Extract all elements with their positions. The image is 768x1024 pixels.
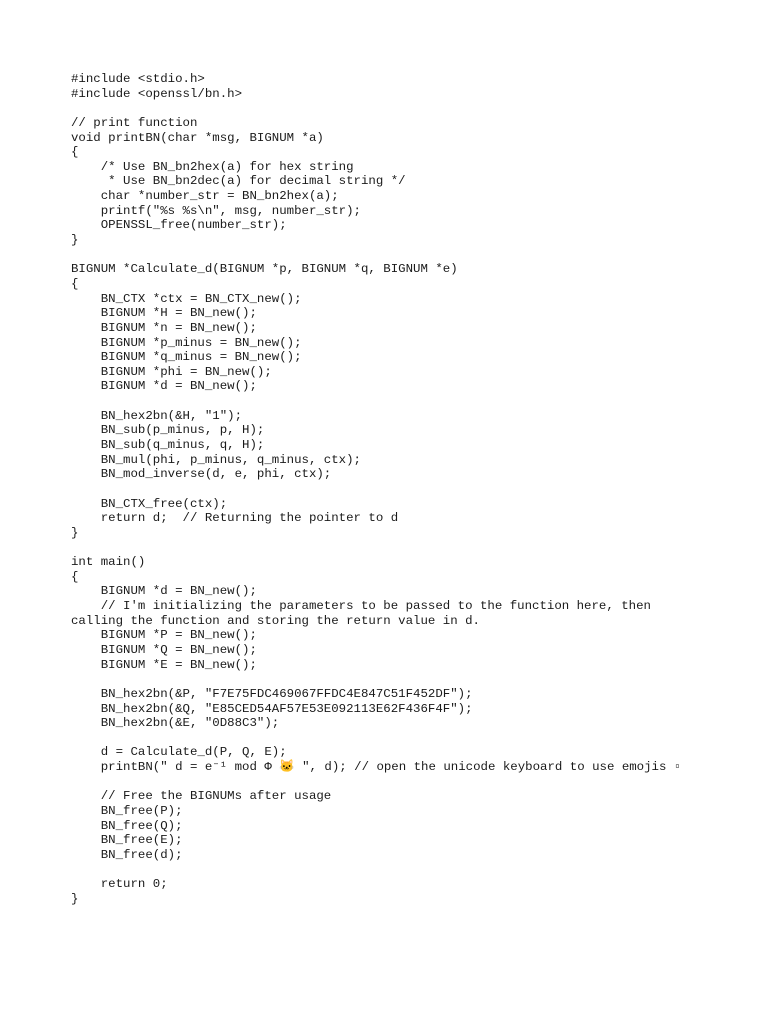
code-line: BN_hex2bn(&E, "0D88C3"); bbox=[71, 716, 280, 731]
code-line: char *number_str = BN_bn2hex(a); bbox=[71, 189, 339, 204]
code-line bbox=[71, 101, 751, 116]
code-block bbox=[71, 72, 751, 907]
code-line bbox=[71, 394, 751, 409]
code-line: { bbox=[71, 569, 79, 584]
code-line: { bbox=[71, 145, 79, 160]
code-line: } bbox=[71, 233, 79, 248]
code-line: BN_mul(phi, p_minus, q_minus, ctx); bbox=[71, 452, 361, 467]
code-line: printf("%s %s\n", msg, number_str); bbox=[71, 203, 361, 218]
code-line: int main() bbox=[71, 555, 146, 570]
code-line: OPENSSL_free(number_str); bbox=[71, 218, 287, 233]
code-line: BN_free(Q); bbox=[71, 818, 183, 833]
code-line: BIGNUM *d = BN_new(); bbox=[71, 379, 257, 394]
code-line bbox=[71, 731, 751, 746]
code-line: } bbox=[71, 525, 79, 540]
code-line: BIGNUM *p_minus = BN_new(); bbox=[71, 335, 302, 350]
code-line: { bbox=[71, 276, 79, 291]
code-line: BIGNUM *Calculate_d(BIGNUM *p, BIGNUM *q, BIGNUM *e) bbox=[71, 262, 458, 277]
code-line: BIGNUM *q_minus = BN_new(); bbox=[71, 350, 302, 365]
code-line: #include <stdio.h> bbox=[71, 72, 205, 86]
code-line: BIGNUM *H = BN_new(); bbox=[71, 306, 257, 321]
code-line: BIGNUM *Q = BN_new(); bbox=[71, 642, 257, 657]
code-line: BN_mod_inverse(d, e, phi, ctx); bbox=[71, 467, 332, 482]
code-line: #include <openssl/bn.h> bbox=[71, 86, 243, 101]
code-line: BIGNUM *n = BN_new(); bbox=[71, 320, 257, 335]
code-line: BN_free(P); bbox=[71, 804, 183, 819]
code-line: BIGNUM *phi = BN_new(); bbox=[71, 364, 272, 379]
code-line bbox=[71, 482, 751, 497]
code-line: BN_free(E); bbox=[71, 833, 183, 848]
code-line: * Use BN_bn2dec(a) for decimal string */ bbox=[71, 174, 406, 189]
code-line: /* Use BN_bn2hex(a) for hex string bbox=[71, 159, 354, 174]
code-line: printBN(" d = e⁻¹ mod Φ 🐱 ", d); // open the unicode keyboard to use emojis ▫ bbox=[71, 760, 682, 775]
code-line bbox=[71, 775, 751, 790]
code-line: BN_free(d); bbox=[71, 847, 183, 862]
code-line: } bbox=[71, 891, 79, 906]
code-line: BIGNUM *E = BN_new(); bbox=[71, 657, 257, 672]
code-line: BN_sub(p_minus, p, H); bbox=[71, 423, 265, 438]
code-line: return 0; bbox=[71, 877, 168, 892]
code-line: return d; // Returning the pointer to d bbox=[71, 511, 399, 526]
code-line bbox=[71, 863, 751, 878]
code-line: void printBN(char *msg, BIGNUM *a) bbox=[71, 130, 324, 145]
code-line: // I'm initializing the parameters to be passed to the function here, then bbox=[71, 599, 651, 614]
code-line: BN_hex2bn(&Q, "E85CED54AF57E53E092113E62F436F4F"); bbox=[71, 701, 473, 716]
code-line: BN_CTX *ctx = BN_CTX_new(); bbox=[71, 291, 302, 306]
code-line: BN_hex2bn(&H, "1"); bbox=[71, 408, 243, 423]
code-line: BIGNUM *d = BN_new(); bbox=[71, 584, 257, 599]
code-line: // print function bbox=[71, 115, 198, 130]
code-line: calling the function and storing the return value in d. bbox=[71, 613, 480, 628]
code-line bbox=[71, 672, 751, 687]
code-line: BN_CTX_free(ctx); bbox=[71, 496, 228, 511]
code-line: BN_sub(q_minus, q, H); bbox=[71, 438, 265, 453]
code-line bbox=[71, 541, 751, 556]
code-line: // Free the BIGNUMs after usage bbox=[71, 789, 332, 804]
code-line: BN_hex2bn(&P, "F7E75FDC469067FFDC4E847C51F452DF"); bbox=[71, 686, 473, 701]
code-line: d = Calculate_d(P, Q, E); bbox=[71, 745, 287, 760]
code-line: BIGNUM *P = BN_new(); bbox=[71, 628, 257, 643]
code-line bbox=[71, 248, 751, 263]
